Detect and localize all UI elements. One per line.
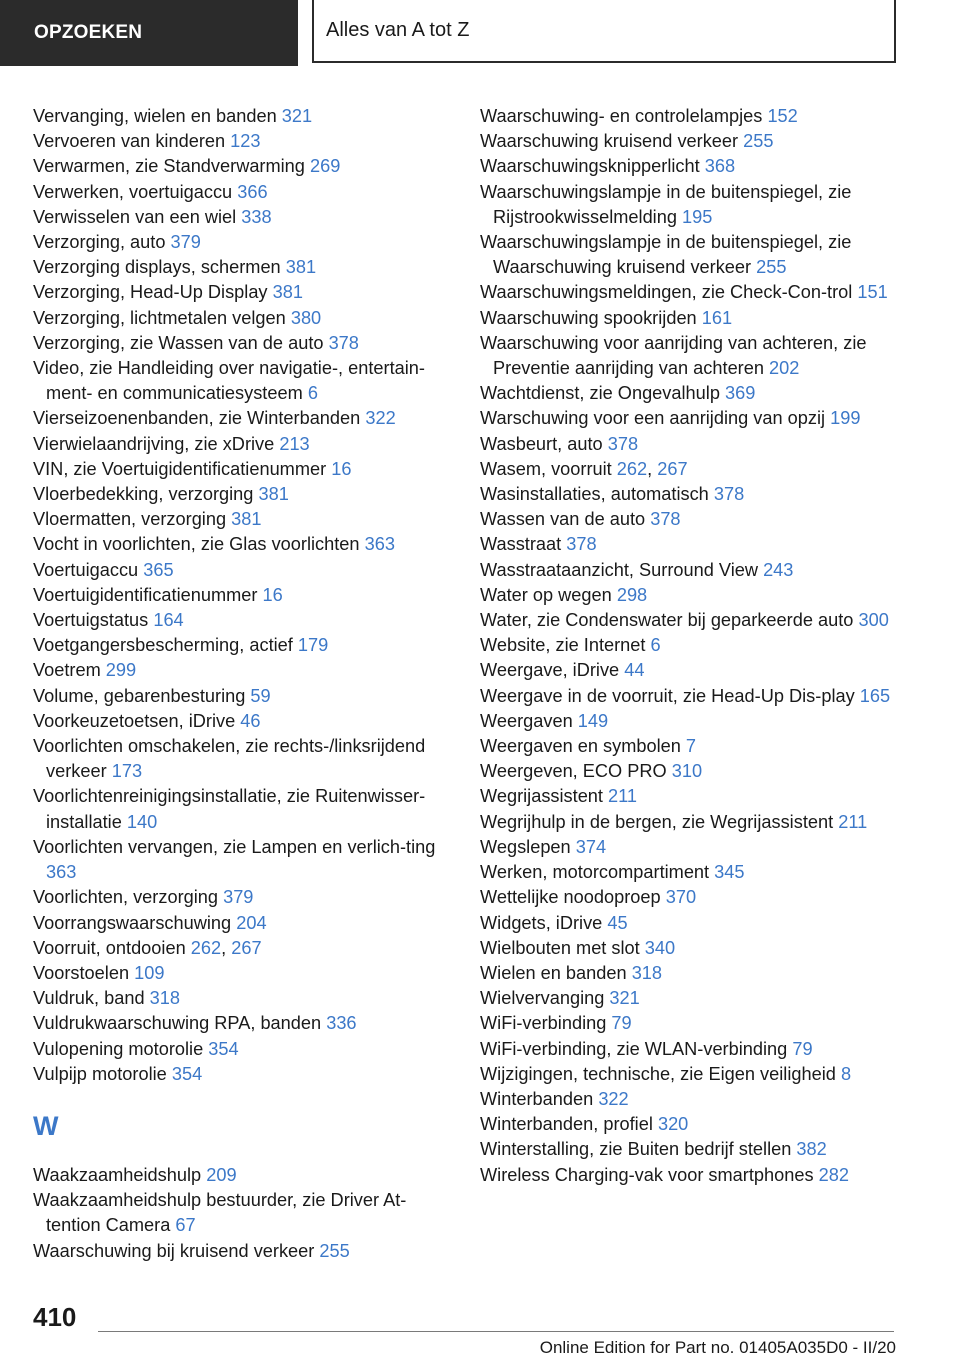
page-reference-link[interactable]: 298 [616, 584, 648, 605]
page-reference-link[interactable]: 6 [650, 635, 661, 656]
index-entry [33, 885, 453, 910]
index-entry [480, 306, 900, 331]
index-entry [33, 532, 453, 557]
index-entry-term: Weergave in de voorruit, zie Head-Up Dis‐play [480, 685, 855, 706]
page-reference-link[interactable]: 161 [701, 307, 733, 328]
index-entry [33, 558, 453, 583]
index-entry [480, 532, 900, 557]
page-reference-link[interactable]: 379 [170, 232, 201, 253]
index-entry-term: Voertuigstatus [33, 610, 149, 631]
page-reference-link[interactable]: 255 [319, 1240, 350, 1261]
footer-edition: Online Edition for Part no. 01405A035D0 - II/20 [539, 1338, 896, 1357]
page-reference-link[interactable]: 255 [756, 257, 787, 278]
index-entry [33, 658, 453, 683]
page-number: 410 [33, 1302, 77, 1332]
page-reference-link[interactable]: 340 [644, 937, 676, 958]
index-entry [33, 684, 453, 709]
index-entry-term: Vervoeren van kinderen [33, 131, 226, 152]
index-entry-term: Water op wegen [480, 584, 612, 605]
index-entry-term: Voetrem [33, 660, 101, 681]
page-reference-link[interactable]: 165 [859, 685, 891, 706]
index-entry-term: Wachtdienst, zie Ongevalhulp [480, 383, 720, 404]
page-reference-link[interactable]: 152 [767, 106, 798, 126]
page-reference-link[interactable]: 321 [609, 988, 640, 1009]
index-entry-term: Voertuigidentificatienummer [33, 584, 258, 605]
index-list-v [33, 104, 453, 1087]
page-reference-link[interactable]: 299 [105, 660, 137, 681]
index-entry [480, 482, 900, 507]
page-reference-link[interactable]: 338 [241, 206, 272, 227]
index-entry [33, 911, 453, 936]
page-reference-link[interactable]: 378 [566, 534, 597, 555]
page-reference-link[interactable]: 7 [685, 736, 697, 757]
index-entry [33, 961, 453, 986]
page-reference-link[interactable]: 213 [279, 433, 310, 454]
index-entry [33, 835, 453, 885]
index-entry [33, 608, 453, 633]
index-entry-term: Vulopening motorolie [33, 1038, 204, 1059]
index-entry-term: Vulpijp motorolie [33, 1063, 167, 1084]
index-entry [480, 810, 900, 835]
page-reference-link[interactable]: 378 [713, 484, 745, 505]
index-entry-term: Voorkeuzetoetsen, iDrive [33, 710, 236, 731]
page-reference-link[interactable]: 267 [231, 937, 262, 958]
index-entry [33, 1188, 453, 1238]
index-entry [480, 709, 900, 734]
page-reference-link[interactable]: 365 [143, 559, 174, 580]
index-entry [33, 1011, 453, 1036]
index-entry [480, 280, 900, 305]
index-entry-term: Voorlichten vervangen, zie Lampen en verlich‐ting [33, 836, 436, 857]
page-reference-link[interactable]: 322 [598, 1088, 629, 1109]
index-entry-term: VIN, zie Voertuigidentificatienummer [33, 458, 327, 479]
page-reference-link[interactable]: 318 [149, 988, 180, 1009]
index-entry-term: WiFi-verbinding, zie WLAN-verbinding [480, 1038, 788, 1059]
index-entry-term: Verwisselen van een wiel [33, 206, 237, 227]
index-column-right [480, 104, 900, 1188]
index-entry-term: Vervanging, wielen en banden [33, 106, 277, 126]
page-reference-link[interactable]: 262 [616, 458, 648, 479]
index-entry [33, 432, 453, 457]
index-entry [33, 331, 453, 356]
index-entry [480, 406, 900, 431]
index-entry-term: Video, zie Handleiding over navigatie-, entertain‐ment- en communicatiesysteem [33, 358, 425, 404]
index-entry-term: Winterbanden [480, 1088, 594, 1109]
index-entry-term: Waarschuwingsknipperlicht [480, 156, 700, 177]
index-entry [33, 1239, 453, 1264]
page-reference-link[interactable]: 363 [364, 534, 395, 555]
index-entry: Wasem, voorruit 262, 267 [480, 458, 688, 479]
index-entry-term: Wielvervanging [480, 988, 605, 1009]
index-entry [480, 1037, 900, 1062]
index-entry-term: Vloerbedekking, verzorging [33, 484, 254, 505]
index-entry-term: Verwarmen, zie Standverwarming [33, 156, 305, 177]
page-reference-link[interactable]: 204 [236, 912, 267, 933]
index-entry: Voorruit, ontdooien 262, 267 [33, 937, 262, 958]
page-reference-link[interactable]: 267 [657, 458, 688, 479]
index-entry-term: Verzorging, zie Wassen van de auto [33, 332, 324, 353]
index-entry-term: Voetgangersbescherming, actief [33, 635, 293, 656]
index-entry-term: Waarschuwing voor aanrijding van achteren, zie Preventie aanrijding van achteren [480, 332, 867, 379]
page-reference-link[interactable]: 209 [206, 1164, 237, 1185]
index-entry [480, 759, 900, 784]
page-reference-link[interactable]: 16 [331, 458, 352, 479]
index-entry-term: Waarschuwingslampje in de buitenspiegel, zie Rijstrookwisselmelding [480, 181, 852, 227]
page-reference-link[interactable]: 378 [607, 433, 639, 454]
index-entry-term: Werken, motorcompartiment [480, 862, 710, 883]
page-reference-link[interactable]: 44 [624, 660, 645, 681]
index-entry-term: Vierseizoenenbanden, zie Winterbanden [33, 408, 361, 429]
index-entry-term: Wasbeurt, auto [480, 433, 603, 454]
page-reference-link[interactable]: 109 [134, 962, 165, 983]
page-reference-link[interactable]: 164 [153, 610, 184, 631]
index-entry-term: Verzorging displays, schermen [33, 257, 281, 278]
index-entry [480, 1163, 900, 1188]
letter-heading: W [33, 1110, 59, 1141]
index-column-left [33, 104, 453, 1264]
index-entry-term: Wegslepen [480, 836, 571, 857]
index-entry-term: Voorstoelen [33, 962, 130, 983]
index-list-w [33, 1163, 453, 1264]
index-entry [480, 558, 900, 583]
index-entry [33, 457, 453, 482]
page-reference-link[interactable]: 79 [792, 1038, 813, 1059]
page-reference-link[interactable]: 381 [285, 257, 317, 278]
index-entry [33, 129, 453, 154]
index-entry [480, 961, 900, 986]
page-reference-link[interactable]: 123 [230, 131, 261, 152]
index-entry [480, 180, 900, 230]
page-reference-link[interactable]: 149 [577, 710, 609, 731]
index-entry [33, 986, 453, 1011]
page-reference-link[interactable]: 202 [769, 358, 800, 379]
index-entry [480, 583, 900, 608]
index-entry [480, 860, 900, 885]
page-reference-link[interactable]: 310 [671, 761, 703, 782]
index-entry [33, 154, 453, 179]
index-entry-term: Wegrijhulp in de bergen, zie Wegrijassistent [480, 811, 834, 832]
page-reference-link[interactable]: 369 [725, 383, 756, 404]
index-entry-term: Wasstraat [480, 534, 562, 555]
index-entry-term: Verzorging, lichtmetalen velgen [33, 307, 286, 328]
index-entry [33, 356, 453, 406]
page-reference-link[interactable]: 300 [858, 610, 889, 631]
page-reference-link[interactable]: 378 [650, 509, 681, 530]
page-reference-link[interactable]: 67 [175, 1215, 196, 1236]
index-entry [480, 734, 900, 759]
index-entry-term: Waarschuwing bij kruisend verkeer [33, 1240, 315, 1261]
index-entry [480, 1112, 900, 1137]
page-reference-link[interactable]: 6 [307, 383, 318, 404]
page-reference-link[interactable]: 318 [631, 962, 663, 983]
index-entry [33, 482, 453, 507]
index-entry-term: Waarschuwingsmeldingen, zie Check-Con‐trol [480, 282, 853, 303]
index-entry-term: Warschuwing voor een aanrijding van opzij [480, 408, 826, 429]
page-header [0, 0, 960, 66]
page-reference-link[interactable]: 322 [365, 408, 396, 429]
page-reference-link[interactable]: 255 [743, 131, 774, 152]
page-reference-link[interactable]: 46 [240, 710, 261, 731]
index-entry-term: Vuldrukwaarschuwing RPA, banden [33, 1013, 322, 1034]
index-entry [480, 1137, 900, 1162]
index-entry [480, 331, 900, 381]
index-entry-term: Winterstalling, zie Buiten bedrijf stellen [480, 1139, 792, 1160]
page-reference-link[interactable]: 243 [763, 559, 794, 580]
page-reference-link[interactable]: 345 [714, 862, 745, 883]
page-reference-link[interactable]: 282 [818, 1164, 849, 1185]
index-entry-term: Wijzigingen, technische, zie Eigen veiligheid [480, 1063, 836, 1084]
page-reference-link[interactable]: 179 [297, 635, 329, 656]
page-reference-link[interactable]: 59 [250, 685, 271, 706]
index-entry-term: Volume, gebarenbesturing [33, 685, 246, 706]
index-entry-term: Voorlichtenreinigingsinstallatie, zie Ruitenwisser‐installatie [33, 786, 426, 832]
index-entry [480, 633, 900, 658]
page-reference-link[interactable]: 195 [682, 206, 713, 227]
index-entry [480, 835, 900, 860]
index-entry-term: Wegrijassistent [480, 786, 603, 807]
index-entry-term: Voorlichten omschakelen, zie rechts-/linksrijdend verkeer [33, 736, 426, 782]
page-reference-link[interactable]: 211 [608, 786, 638, 807]
index-entry-term: Voorlichten, verzorging [33, 887, 219, 908]
index-entry-term: Water, zie Condenswater bij geparkeerde auto [480, 610, 854, 631]
index-entry-term: Wasinstallaties, automatisch [480, 484, 709, 505]
index-entry [480, 684, 900, 709]
index-entry-term: Wasstraataanzicht, Surround View [480, 559, 758, 580]
index-entry-term: Waarschuwing spookrijden [480, 307, 697, 328]
index-entry-term: Vocht in voorlichten, zie Glas voorlichten [33, 534, 360, 555]
page-reference-link[interactable]: 382 [796, 1139, 827, 1160]
index-entry [480, 230, 900, 280]
page-title: Alles van A tot Z [312, 0, 896, 63]
index-entry [33, 306, 453, 331]
page-reference-link[interactable]: 211 [838, 811, 868, 832]
index-entry-term: Voorrangswaarschuwing [33, 912, 232, 933]
index-entry-term: Waarschuwing kruisend verkeer [480, 131, 739, 152]
index-entry [480, 1011, 900, 1036]
page-reference-link[interactable]: 381 [231, 509, 262, 530]
index-entry [33, 734, 453, 784]
index-entry [480, 104, 900, 129]
page-reference-link[interactable]: 79 [611, 1013, 632, 1034]
page-reference-link[interactable]: 370 [665, 887, 697, 908]
page-reference-link[interactable]: 320 [657, 1114, 689, 1135]
page-reference-link[interactable]: 381 [258, 484, 289, 505]
index-entry-term: Wielen en banden [480, 962, 627, 983]
index-entry [480, 129, 900, 154]
index-entry [480, 507, 900, 532]
index-entry [33, 230, 453, 255]
index-list-w-continued [480, 104, 900, 1188]
page-reference-link[interactable]: 368 [704, 156, 736, 177]
page-reference-link[interactable]: 379 [223, 887, 254, 908]
index-entry [33, 709, 453, 734]
index-entry [33, 1062, 453, 1087]
index-entry-term: Waarschuwing- en controlelampjes [480, 106, 763, 126]
page-reference-link[interactable]: 8 [840, 1063, 852, 1084]
page-reference-link[interactable]: 380 [290, 307, 322, 328]
index-entry-term: Wettelijke noodoproep [480, 887, 661, 908]
index-entry [480, 1062, 900, 1087]
page-reference-link[interactable]: 16 [262, 584, 283, 605]
page-reference-link[interactable]: 269 [309, 156, 341, 177]
index-entry [480, 154, 900, 179]
index-entry [33, 280, 453, 305]
index-entry-term: Winterbanden, profiel [480, 1114, 653, 1135]
index-entry-term: Wielbouten met slot [480, 937, 640, 958]
page-reference-link[interactable]: 363 [46, 862, 77, 883]
page-reference-link[interactable]: 354 [208, 1038, 239, 1059]
page-reference-link[interactable]: 199 [830, 408, 861, 429]
index-entry-term: Weergeven, ECO PRO [480, 761, 667, 782]
index-entry [33, 633, 453, 658]
index-entry-term: Vierwielaandrijving, zie xDrive [33, 433, 275, 454]
index-entry-term: Wassen van de auto [480, 509, 646, 530]
index-entry [33, 507, 453, 532]
index-entry [33, 1037, 453, 1062]
index-entry-term: Vuldruk, band [33, 988, 145, 1009]
index-entry [480, 658, 900, 683]
index-entry-term: Website, zie Internet [480, 635, 646, 656]
page-reference-link[interactable]: 45 [607, 912, 628, 933]
page-reference-link[interactable]: 374 [575, 836, 607, 857]
index-entry-term: Wasem, voorruit [480, 458, 612, 479]
index-entry [480, 911, 900, 936]
index-entry [33, 583, 453, 608]
page-reference-link[interactable]: 354 [171, 1063, 203, 1084]
index-entry-term: Vloermatten, verzorging [33, 509, 227, 530]
index-entry [33, 205, 453, 230]
index-entry-term: Widgets, iDrive [480, 912, 603, 933]
index-entry-term: Waakzaamheidshulp [33, 1164, 202, 1185]
index-entry [33, 180, 453, 205]
index-entry [480, 885, 900, 910]
page-reference-link[interactable]: 262 [190, 937, 222, 958]
index-entry [33, 255, 453, 280]
index-entry-term: Verzorging, Head-Up Display [33, 282, 268, 303]
index-entry [480, 432, 900, 457]
index-entry-term: Verzorging, auto [33, 232, 166, 253]
index-entry-term: Weergaven en symbolen [480, 736, 681, 757]
index-entry-term: Voorruit, ontdooien [33, 937, 186, 958]
index-entry-term: Wireless Charging-vak voor smartphones [480, 1164, 814, 1185]
index-entry [33, 104, 453, 129]
page-reference-link[interactable]: 173 [111, 761, 143, 782]
index-entry [33, 784, 453, 834]
page-reference-link[interactable]: 321 [281, 106, 313, 126]
page-reference-link[interactable]: 140 [126, 811, 158, 832]
index-entry-term: WiFi-verbinding [480, 1013, 607, 1034]
page-reference-link[interactable]: 336 [326, 1013, 357, 1034]
section-tab: OPZOEKEN [0, 0, 298, 66]
index-entry-term: Weergave, iDrive [480, 660, 620, 681]
footer-divider [98, 1331, 894, 1332]
index-entry-term: Voertuigaccu [33, 559, 139, 580]
index-entry-term: Verwerken, voertuigaccu [33, 181, 233, 202]
index-entry [480, 1087, 900, 1112]
index-entry-term: Waakzaamheidshulp bestuurder, zie Driver At‐tention Camera [33, 1190, 407, 1236]
index-entry [480, 608, 900, 633]
page-reference-link[interactable]: 151 [857, 282, 888, 303]
index-entry-term: Waarschuwingslampje in de buitenspiegel, zie Waarschuwing kruisend verkeer [480, 232, 852, 278]
index-entry [33, 406, 453, 431]
index-entry [480, 381, 900, 406]
page-reference-link[interactable]: 378 [328, 332, 359, 353]
index-entry [480, 784, 900, 809]
index-entry [480, 936, 900, 961]
index-entry [33, 1163, 453, 1188]
page-reference-link[interactable]: 366 [237, 181, 268, 202]
index-entry [480, 986, 900, 1011]
page-reference-link[interactable]: 381 [272, 282, 303, 303]
index-entry-term: Weergaven [480, 710, 573, 731]
